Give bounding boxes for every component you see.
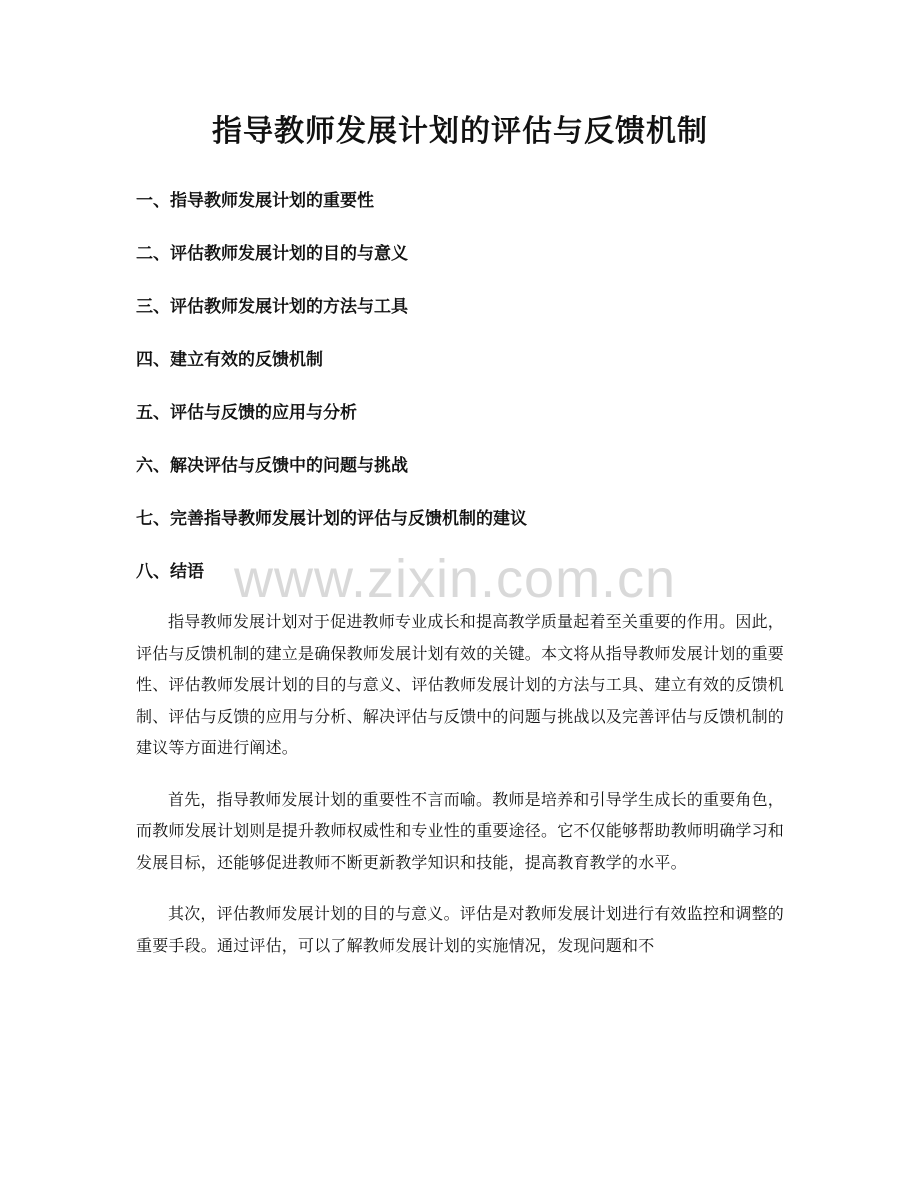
watermark: www.zixin.com.cn bbox=[234, 549, 677, 609]
document-title: 指导教师发展计划的评估与反馈机制 bbox=[212, 114, 708, 149]
paragraph-second: 其次，评估教师发展计划的目的与意义。评估是对教师发展计划进行有效监控和调整的重要手段。通过评估，可以了解教师发展计划的实施情况，发现问题和不 bbox=[136, 904, 784, 955]
toc-item-1: 一、指导教师发展计划的重要性 bbox=[136, 191, 374, 211]
toc-item-6: 六、解决评估与反馈中的问题与挑战 bbox=[136, 456, 408, 476]
table-of-contents bbox=[136, 186, 796, 610]
toc-item-3: 三、评估教师发展计划的方法与工具 bbox=[136, 297, 408, 317]
paragraph-first: 首先，指导教师发展计划的重要性不言而喻。教师是培养和引导学生成长的重要角色，而教师发展计划则是提升教师权威性和专业性的重要途径。它不仅能够帮助教师明确学习和发展目标，还能够促进教师不断更新教学知识和技能，提高教育教学的水平。 bbox=[136, 789, 785, 872]
toc-item-2: 二、评估教师发展计划的目的与意义 bbox=[136, 244, 408, 264]
toc-item-4: 四、建立有效的反馈机制 bbox=[136, 350, 323, 370]
toc-item-5: 五、评估与反馈的应用与分析 bbox=[136, 403, 357, 423]
toc-item-8: 八、结语 bbox=[136, 562, 204, 582]
toc-item-7: 七、完善指导教师发展计划的评估与反馈机制的建议 bbox=[136, 509, 527, 529]
paragraph-intro: 指导教师发展计划对于促进教师专业成长和提高教学质量起着至关重要的作用。因此，评估与反馈机制的建立是确保教师发展计划有效的关键。本文将从指导教师发展计划的重要性、评估教师发展计划的目的与意义、评估教师发展计划的方法与工具、建立有效的反馈机制、评估与反馈的应用与分析、解决评估与反馈中的问题与挑战以及完善评估与反馈机制的建议等方面进行阐述。 bbox=[136, 612, 785, 757]
body-text bbox=[136, 606, 784, 981]
